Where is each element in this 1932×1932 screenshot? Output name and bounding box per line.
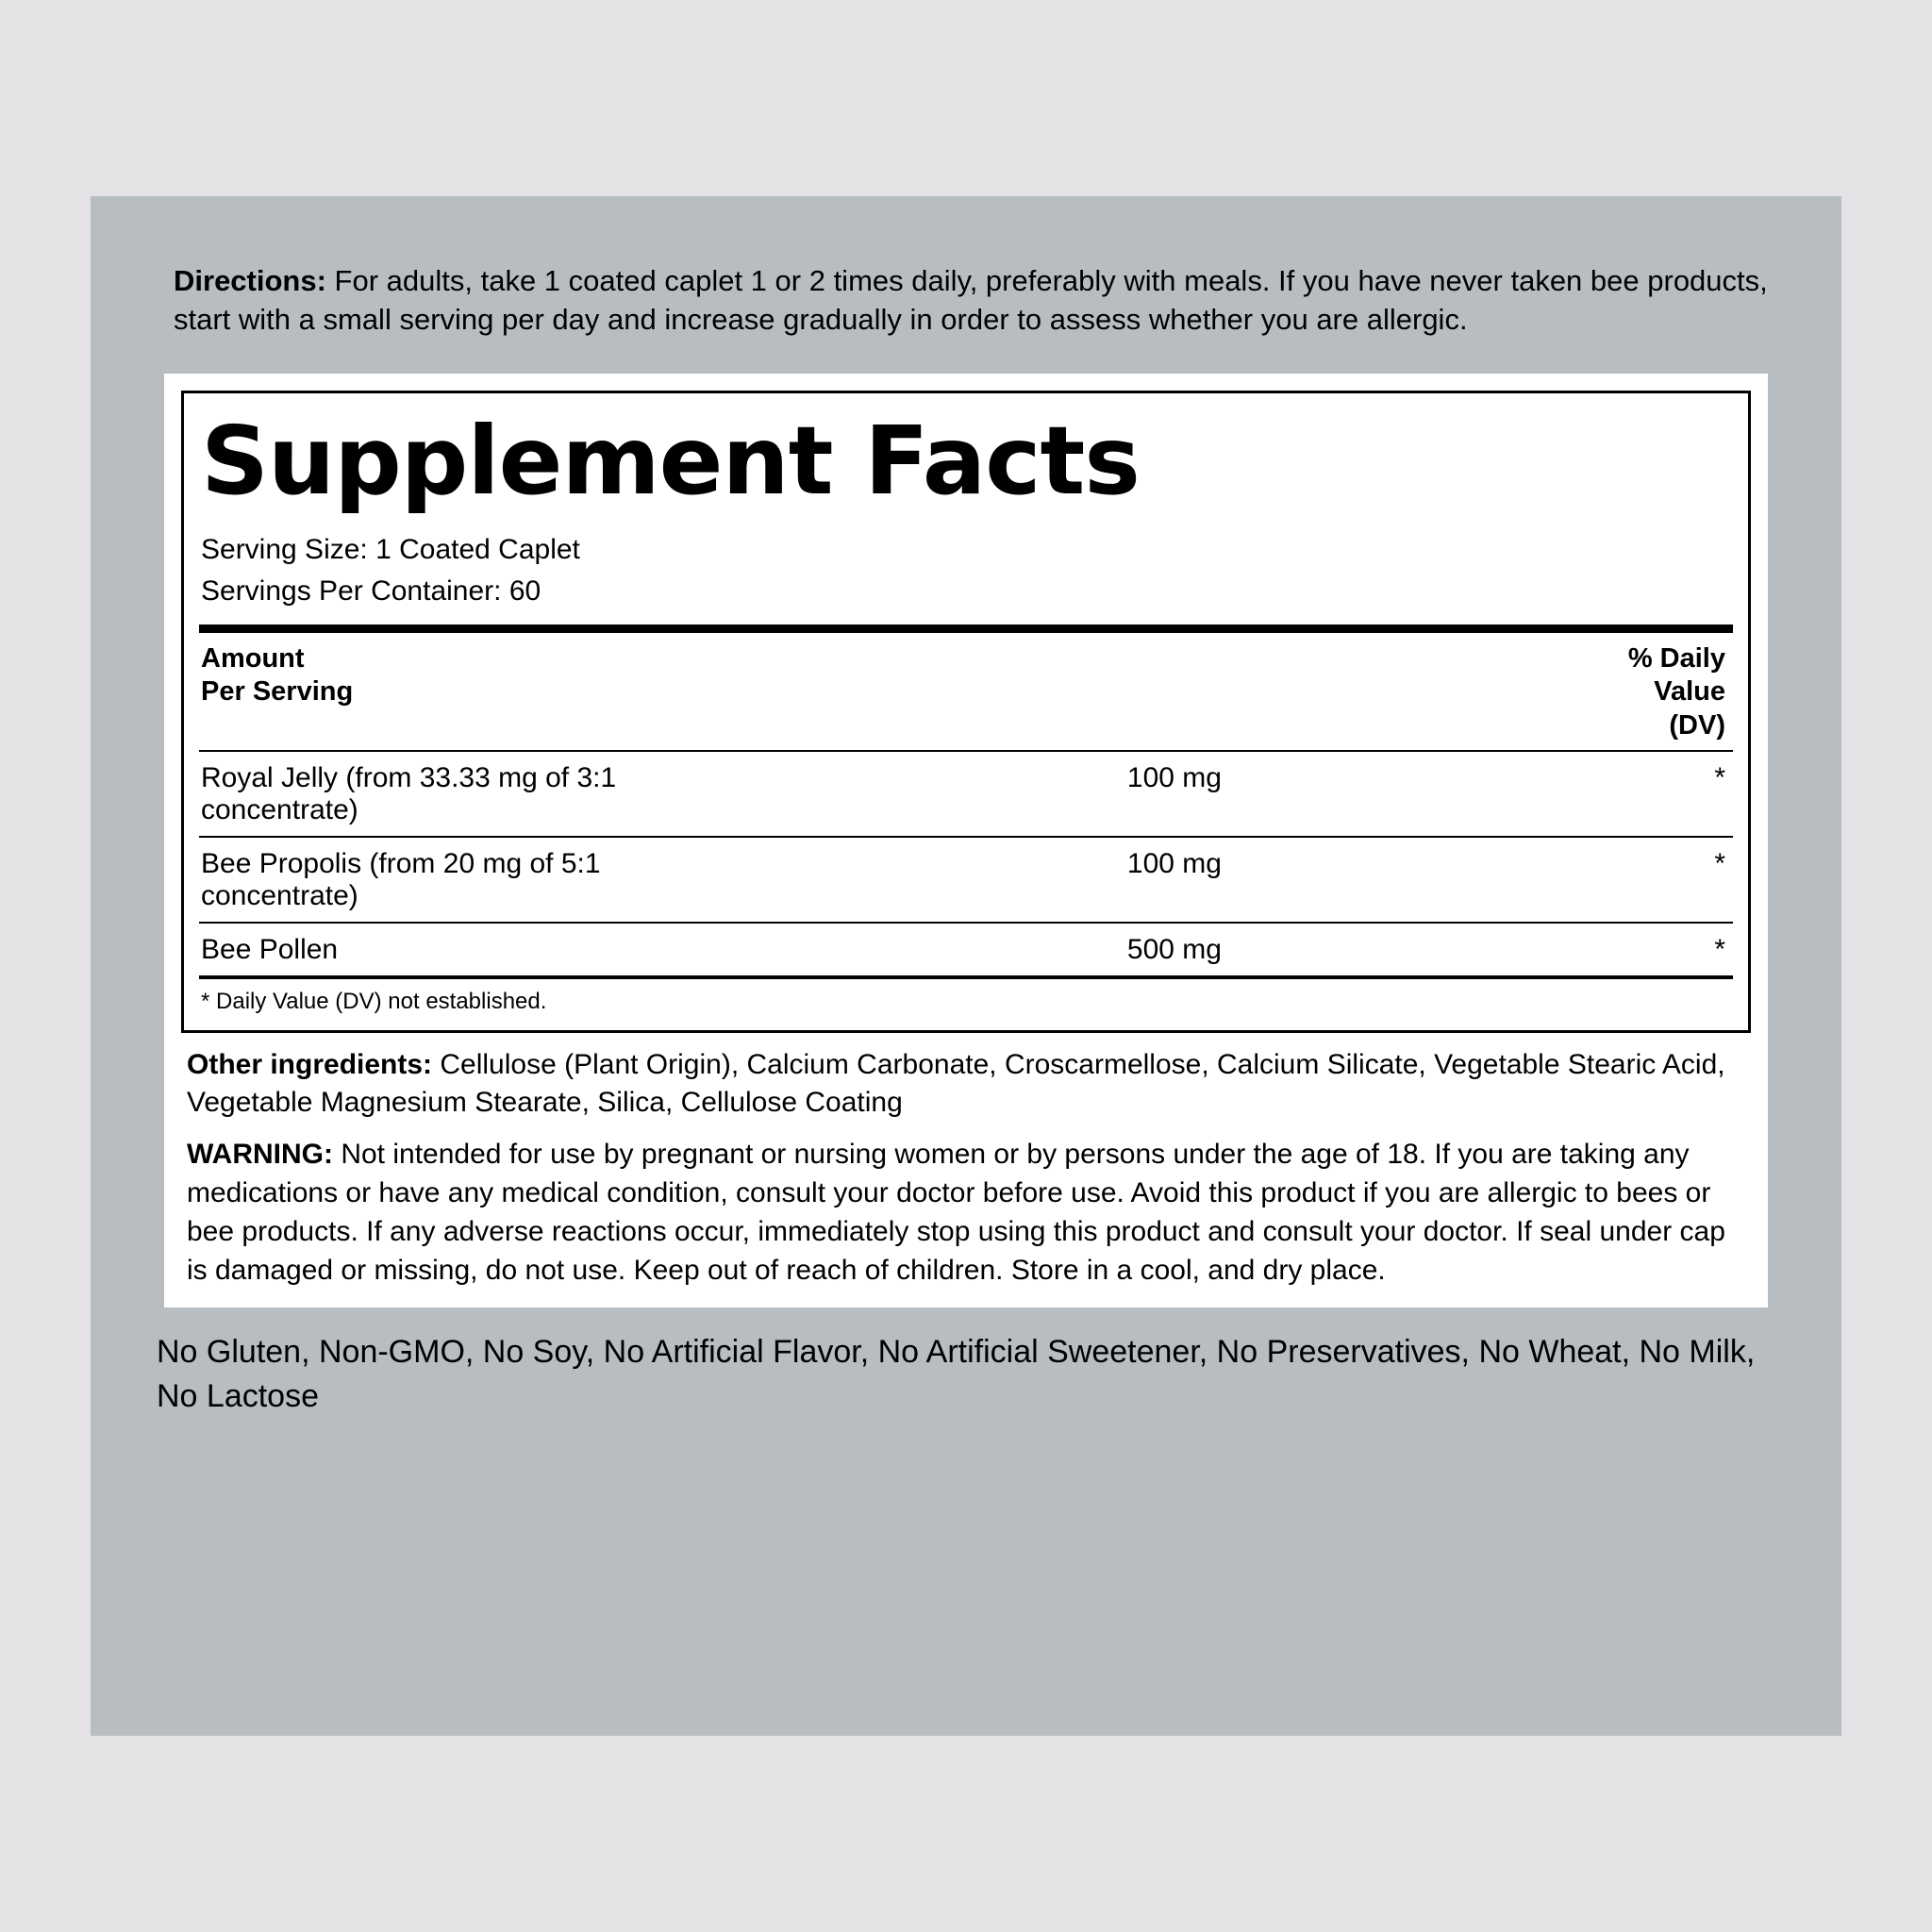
directions-label: Directions:	[174, 264, 326, 297]
dv-header-line1: % Daily	[1627, 643, 1725, 674]
other-ingredients-label: Other ingredients:	[187, 1049, 433, 1081]
supplement-label-panel	[91, 196, 1841, 1736]
warning-label: WARNING:	[187, 1139, 333, 1171]
directions-text: For adults, take 1 coated caplet 1 or 2 times daily, preferably with meals. If you have never taken bee products, start with a small serving per day and increase gradually in order to assess whether you are allergic.	[174, 264, 1768, 336]
warning-block	[181, 1121, 1751, 1293]
table-row	[199, 837, 1733, 923]
nutrient-name: Bee Pollen	[199, 923, 710, 975]
dv-header-line2: Value	[1654, 676, 1725, 708]
supplement-facts-title: Supplement Facts	[201, 406, 1140, 516]
nutrient-dv: *	[1222, 923, 1733, 975]
supplement-facts-inner	[181, 391, 1751, 1033]
free-from-claims: No Gluten, Non-GMO, No Soy, No Artificial Flavor, No Artificial Sweetener, No Preservatives, No Wheat, No Milk, No Lactose	[157, 1334, 1756, 1414]
daily-value-footnote: * Daily Value (DV) not established.	[201, 989, 547, 1015]
serving-size: Serving Size: 1 Coated Caplet	[201, 534, 580, 565]
table-row	[199, 751, 1733, 837]
other-ingredients-block	[181, 1033, 1751, 1121]
table-row	[199, 923, 1733, 975]
nutrient-amount: 100 mg	[710, 751, 1222, 837]
nutrient-dv: *	[1222, 751, 1733, 837]
nutrient-dv: *	[1222, 837, 1733, 923]
amount-per-serving-header	[199, 633, 710, 751]
nutrient-name: Royal Jelly (from 33.33 mg of 3:1 concentrate)	[199, 751, 710, 837]
other-ingredients-text: Cellulose (Plant Origin), Calcium Carbonate, Croscarmellose, Calcium Silicate, Vegetable Stearic Acid, Vegetable Magnesium Stearate, Silica, Cellulose Coating	[187, 1049, 1725, 1118]
nutrient-name: Bee Propolis (from 20 mg of 5:1 concentrate)	[199, 837, 710, 923]
table-header-row	[199, 633, 1733, 751]
daily-value-header	[710, 633, 1733, 751]
amount-header-line1: Amount	[201, 643, 305, 674]
header-top-rule	[199, 625, 1733, 633]
nutrition-table	[199, 633, 1733, 975]
supplement-facts-box	[164, 374, 1768, 1307]
amount-header-line2: Per Serving	[201, 676, 354, 708]
nutrient-amount: 500 mg	[710, 923, 1222, 975]
warning-text: Not intended for use by pregnant or nursing women or by persons under the age of 18. If you are taking any medications or have any medical condition, consult your doctor before use. Avoid this product if you are allergic to bees or bee products. If any adverse reactions occur, immediately stop using this product and consult your doctor. If seal under cap is damaged or missing, do not use. Keep out of reach of children. Store in a cool, and dry place.	[187, 1139, 1725, 1286]
nutrient-amount: 100 mg	[710, 837, 1222, 923]
directions-block	[174, 262, 1768, 340]
servings-per-container: Servings Per Container: 60	[201, 575, 541, 607]
dv-header-line3: (DV)	[1669, 709, 1725, 741]
